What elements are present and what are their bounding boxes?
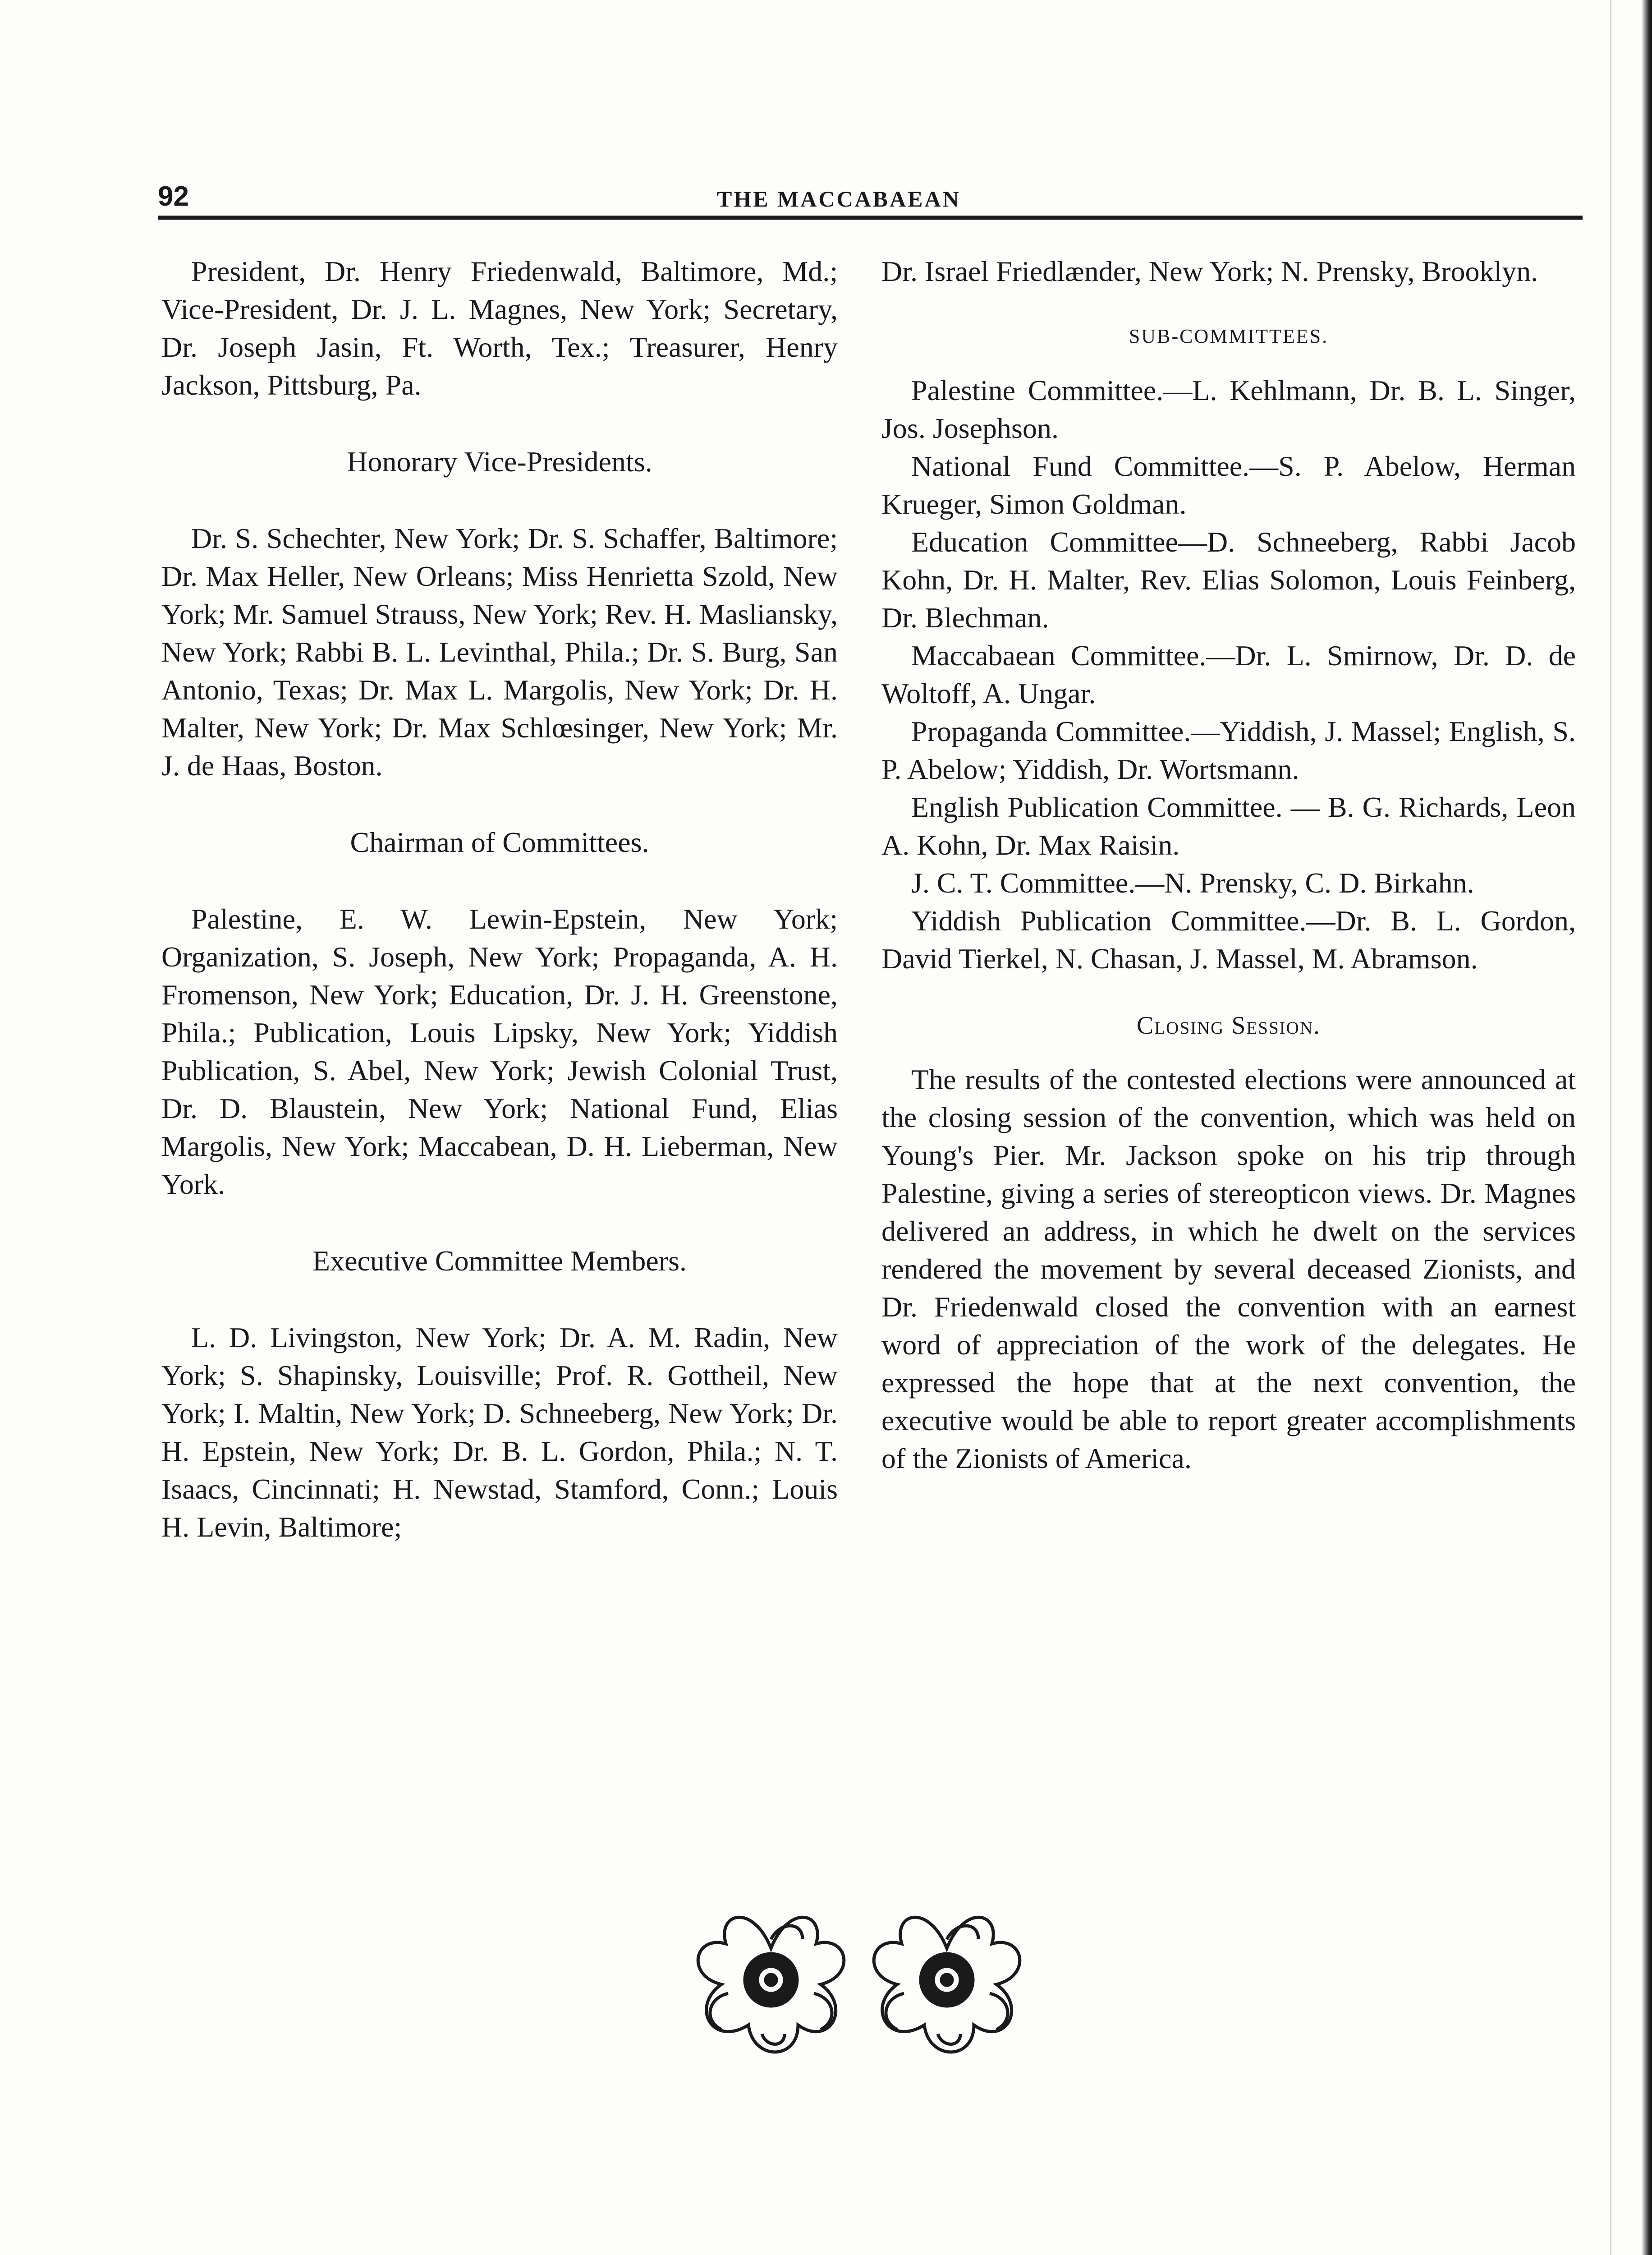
journal-title: THE MACCABAEAN [717, 186, 961, 212]
subcommittee-item: J. C. T. Committee.—N. Prensky, C. D. Birkahn. [911, 867, 1474, 899]
executive-committee-paragraph: L. D. Livingston, New York; Dr. A. M. Radin, New York; S. Shapinsky, Louisville; Prof. R. Gottheil, New York; I. Maltin, New York; D. Schneeberg, New York; Dr. H. Epstein, New York; Dr. B. L. Gordon, Phila.; N. T. Isaacs, Cincinnati; H. Newstad, Stamford, Conn.; Louis H. Levin, Baltimore; [161, 1321, 838, 1543]
header-rule [158, 216, 1583, 220]
executive-committee-heading: Executive Committee Members. [312, 1245, 687, 1277]
officers-paragraph: President, Dr. Henry Friedenwald, Baltimore, Md.; Vice-President, Dr. J. L. Magnes, New York; Secretary, Dr. Joseph Jasin, Ft. Worth, Tex.; Treasurer, Henry Jackson, Pittsburg, Pa. [161, 255, 838, 401]
twin-rosette-ornament-icon [681, 1890, 1037, 2070]
subcommittee-item: Palestine Committee.—L. Kehlmann, Dr. B. L. Singer, Jos. Josephson. [881, 374, 1576, 444]
subcommittee-item: Propaganda Committee.—Yiddish, J. Massel; English, S. P. Abelow; Yiddish, Dr. Wortsmann. [881, 715, 1576, 785]
scan-shadow-line [1610, 0, 1611, 2255]
page-number: 92 [158, 181, 189, 212]
running-head [158, 180, 1583, 216]
chairman-of-committees-heading: Chairman of Committees. [350, 826, 649, 858]
subcommittee-item: Education Committee—D. Schneeberg, Rabbi Jacob Kohn, Dr. H. Malter, Rev. Elias Solomon, Louis Feinberg, Dr. Blechman. [881, 526, 1576, 634]
closing-session-paragraph: The results of the contested elections were announced at the closing session of the convention, which was held on Young's Pier. Mr. Jackson spoke on his trip through Palestine, giving a series of stereopticon views. Dr. Magnes delivered an address, in which he dwelt on the services rendered the movement by several deceased Zionists, and Dr. Friedenwald closed the convention with an earnest word of appreciation of the work of the delegates. He expressed the hope that at the next convention, the executive would be able to report greater accomplishments of the Zionists of America. [881, 1063, 1576, 1474]
closing-session-heading: Closing Session. [1136, 1012, 1321, 1040]
left-column [161, 253, 838, 1546]
honorary-vice-presidents-paragraph: Dr. S. Schechter, New York; Dr. S. Schaffer, Baltimore; Dr. Max Heller, New Orleans; Miss Henrietta Szold, New York; Mr. Samuel Strauss, New York; Rev. H. Masliansky, New York; Rabbi B. L. Levinthal, Phila.; Dr. S. Burg, San Antonio, Texas; Dr. Max L. Margolis, New York; Dr. H. Malter, New York; Dr. Max Schlœsinger, New York; Mr. J. de Haas, Boston. [161, 522, 838, 782]
subcommittee-item: Yiddish Publication Committee.—Dr. B. L. Gordon, David Tierkel, N. Chasan, J. Massel, M. Abramson. [881, 905, 1576, 975]
scan-edge [1642, 0, 1652, 2255]
subcommittee-item: National Fund Committee.—S. P. Abelow, Herman Krueger, Simon Goldman. [881, 450, 1576, 520]
right-column [881, 253, 1576, 1477]
continuation-paragraph: Dr. Israel Friedlænder, New York; N. Prensky, Brooklyn. [881, 255, 1538, 287]
chairman-of-committees-paragraph: Palestine, E. W. Lewin-Epstein, New York; Organization, S. Joseph, New York; Propaganda, A. H. Fromenson, New York; Education, Dr. J. H. Greenstone, Phila.; Publication, Louis Lipsky, New York; Yiddish Publication, S. Abel, New York; Jewish Colonial Trust, Dr. D. Blaustein, New York; National Fund, Elias Margolis, New York; Maccabean, D. H. Lieberman, New York. [161, 903, 838, 1200]
sub-committees-heading: SUB-COMMITTEES. [1129, 325, 1329, 347]
subcommittee-item: Maccabaean Committee.—Dr. L. Smirnow, Dr. D. de Woltoff, A. Ungar. [881, 640, 1576, 709]
honorary-vice-presidents-heading: Honorary Vice-Presidents. [347, 446, 652, 478]
subcommittee-item: English Publication Committee. — B. G. Richards, Leon A. Kohn, Dr. Max Raisin. [881, 791, 1576, 861]
